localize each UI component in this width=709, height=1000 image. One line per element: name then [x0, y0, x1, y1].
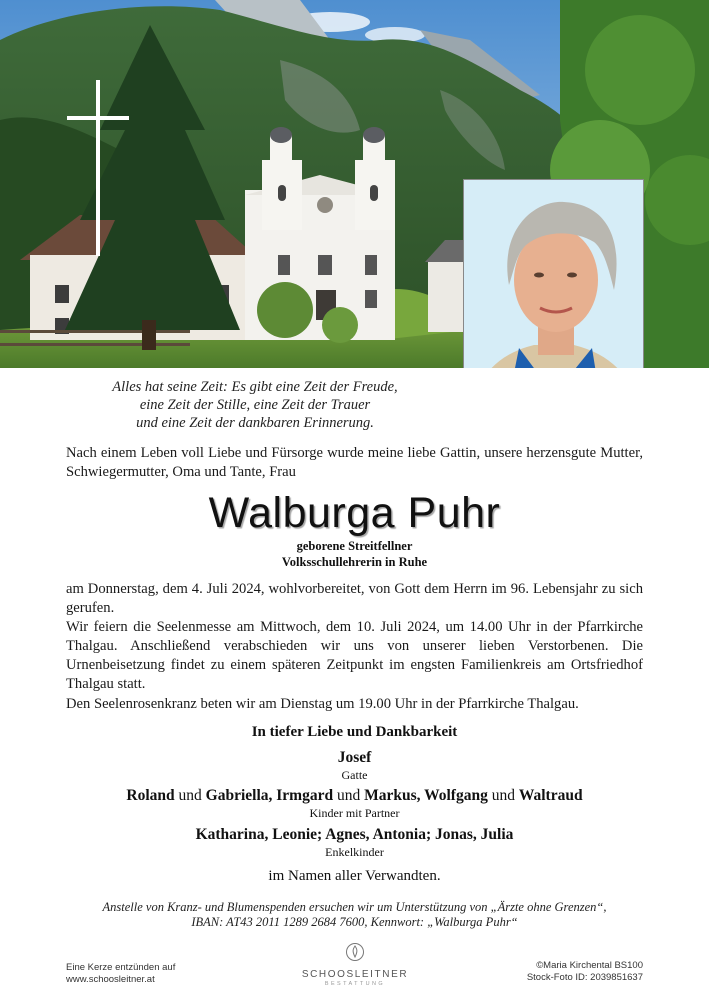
- logo-subtitle: BESTATTUNG: [324, 981, 386, 987]
- funeral-home-logo: [300, 942, 410, 987]
- conjunction: und: [487, 787, 519, 804]
- logo-name: SCHOOSLEITNER: [301, 969, 409, 980]
- children-role: Kinder mit Partner: [309, 806, 400, 820]
- husband-name: Josef: [337, 749, 372, 766]
- rosary-notice: Den Seelenrosenkranz beten wir am Dienstag um 19.00 Uhr in der Pfarrkirche Thalgau.: [66, 696, 579, 712]
- birth-name: geborene Streitfellner: [296, 539, 413, 553]
- intro-paragraph: Nach einem Leben voll Liebe und Fürsorge wurde meine liebe Gattin, unsere herzensgute Mutter, Schwiegermutter, Oma und Tante, Frau: [66, 445, 643, 480]
- credit-line-1: ©Maria Kirchental BS100: [536, 960, 643, 971]
- credit-line-2: Stock-Foto ID: 2039851637: [526, 972, 643, 983]
- donation-line-1: Anstelle von Kranz- und Blumenspenden ersuchen wir um Unterstützung von „Ärzte ohne Grenzen“,: [102, 900, 607, 914]
- candle-text: Eine Kerze entzünden auf: [66, 962, 176, 973]
- donation-line-2: IBAN: AT43 2011 1289 2684 7600, Kennwort: „Walburga Puhr“: [191, 915, 518, 929]
- death-notice: am Donnerstag, dem 4. Juli 2024, wohlvorbereitet, von Gott dem Herrn im 96. Lebensjahr zu sich gerufen.: [66, 581, 643, 616]
- child-name: Waltraud: [518, 787, 583, 804]
- closing-phrase: In tiefer Liebe und Dankbarkeit: [251, 724, 458, 740]
- deceased-name: Walburga Puhr: [208, 489, 501, 537]
- grandchildren-names: Katharina, Leonie; Agnes, Antonia; Jonas, Julia: [195, 826, 514, 843]
- motto-quote: [60, 378, 450, 432]
- header-photo: [0, 0, 709, 368]
- profession: Volksschullehrerin in Ruhe: [281, 555, 428, 569]
- donation-request: [0, 900, 709, 930]
- portrait-photo: [463, 179, 644, 368]
- cross-icon: [96, 80, 100, 256]
- husband-role: Gatte: [341, 768, 368, 782]
- photo-credits: [527, 960, 643, 984]
- conjunction: und: [174, 787, 206, 804]
- child-name: Gabriella, Irmgard: [205, 787, 334, 804]
- child-name: Markus, Wolfgang: [364, 787, 488, 804]
- children-names: [0, 787, 709, 805]
- mass-notice: Wir feiern die Seelenmesse am Mittwoch, dem 10. Juli 2024, um 14.00 Uhr in der Pfarrkirche Thalgau. Anschließend verabschieden wir uns von unserer lieben Verstorbenen. Die Urnenbeisetzung findet zu einem späteren Zeitpunkt im engsten Familienkreis am Ortsfriedhof Thalgau statt.: [66, 619, 643, 692]
- relatives-line: im Namen aller Verwandten.: [268, 868, 441, 884]
- candle-link[interactable]: [66, 962, 175, 986]
- candle-url[interactable]: www.schoosleitner.at: [66, 974, 155, 985]
- flame-logo-icon: [345, 942, 365, 962]
- motto-line-3: und eine Zeit der dankbaren Erinnerung.: [136, 415, 374, 431]
- conjunction: und: [333, 787, 365, 804]
- motto-line-1: Alles hat seine Zeit: Es gibt eine Zeit der Freude,: [112, 379, 398, 395]
- child-name: Roland: [126, 787, 175, 804]
- grandchildren-role: Enkelkinder: [325, 845, 384, 859]
- motto-line-2: eine Zeit der Stille, eine Zeit der Trauer: [139, 397, 371, 413]
